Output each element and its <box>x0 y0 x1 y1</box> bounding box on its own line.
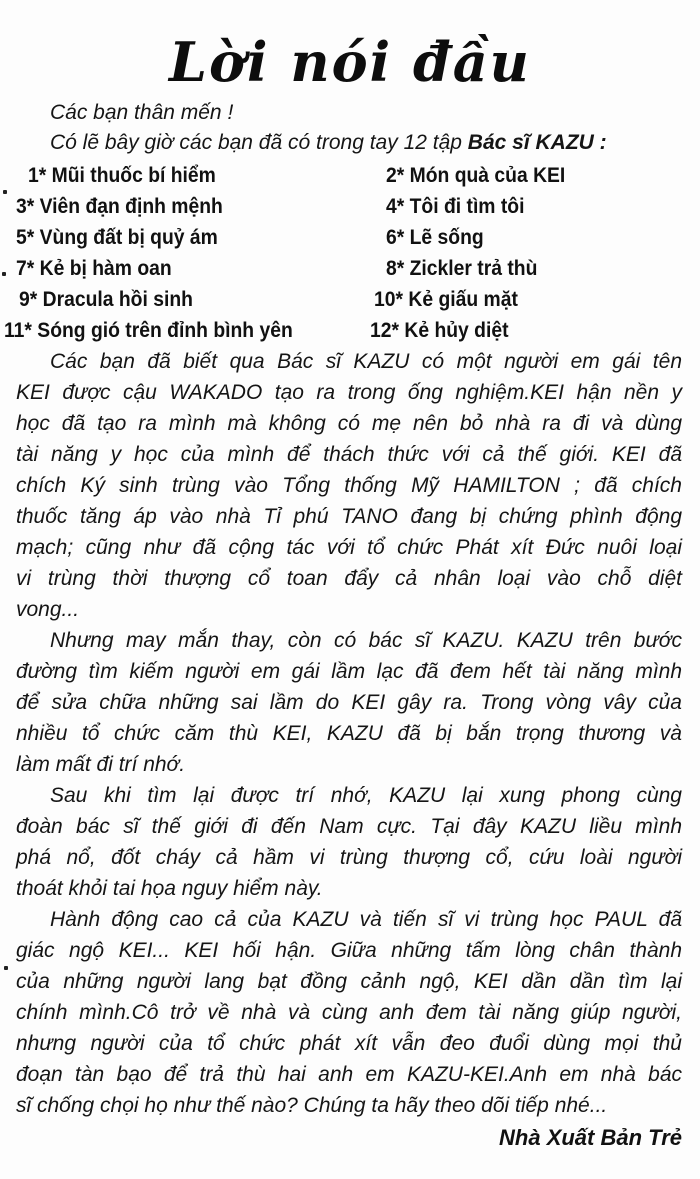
volume-item: 9* Dracula hồi sinh <box>19 288 193 311</box>
text-line: giác ngộ KEI... KEI hối hận. Giữa những tấm lòng chân thành <box>16 939 682 962</box>
scan-speck <box>3 190 7 194</box>
volume-item: 12* Kẻ hủy diệt <box>370 319 509 342</box>
text-line: của những người lang bạt đồng cảnh ngộ, KEI dần dần tìm lại <box>16 970 682 993</box>
text-line: KEI được cậu WAKADO tạo ra trong ống nghiệm.KEI hận nền y <box>16 381 682 404</box>
volume-item: 8* Zickler trả thù <box>386 257 538 280</box>
text-line: chính mình.Cô trở về nhà và cùng anh đem tài năng giúp người, <box>16 1001 682 1024</box>
greeting: Các bạn thân mến ! <box>50 101 234 124</box>
text-line: vong... <box>16 598 80 621</box>
text-line: để sửa chữa những sai lầm do KEI gây ra. Trong vòng vây của <box>16 691 682 714</box>
paragraph-3 <box>16 780 682 904</box>
text-line: mạch; cũng như đã cộng tác với tổ chức Phát xít Đức nuôi loại <box>16 536 682 559</box>
text-line: vi trùng thời thượng cổ toan đẩy cả nhân loại vào chỗ diệt <box>16 567 682 590</box>
intro-text: Có lẽ bây giờ các bạn đã có trong tay 12 tập <box>50 131 468 154</box>
scan-speck <box>2 272 6 276</box>
page-title: Lời nói đầu <box>169 30 531 94</box>
volume-item: 10* Kẻ giấu mặt <box>374 288 518 311</box>
text-line: thuốc tăng áp vào nhà Tỉ phú TANO đang bị chứng phình động <box>16 505 682 528</box>
text-line: Nhưng may mắn thay, còn có bác sĩ KAZU. KAZU trên bước <box>50 629 682 652</box>
text-line: làm mất đi trí nhớ. <box>16 753 186 776</box>
volume-item: 2* Món quà của KEI <box>386 164 566 187</box>
paragraph-2 <box>16 625 682 780</box>
text-line: đường tìm kiếm người em gái lầm lạc đã đem hết tài năng mình <box>16 660 682 683</box>
text-line: Các bạn đã biết qua Bác sĩ KAZU có một người em gái tên <box>50 350 682 373</box>
volume-item: 5* Vùng đất bị quỷ ám <box>16 226 218 249</box>
volume-item: 7* Kẻ bị hàm oan <box>16 257 172 280</box>
publisher-signature: Nhà Xuất Bản Trẻ <box>499 1125 682 1150</box>
intro-line <box>50 128 607 158</box>
text-line: nhưng người của tổ chức phát xít vẫn đeo đuổi dùng mọi thủ <box>16 1032 682 1055</box>
paragraph-4 <box>16 904 682 1121</box>
volume-item: 3* Viên đạn định mệnh <box>16 195 223 218</box>
paragraph-1 <box>16 346 682 625</box>
volume-item: 6* Lẽ sống <box>386 226 484 249</box>
text-line: học đã tạo ra mình mà không có mẹ nên bỏ nhà ra đi và dùng <box>16 412 682 435</box>
volume-item: 4* Tôi đi tìm tôi <box>386 195 525 218</box>
text-line: nhiều tổ chức căm thù KEI, KAZU đã bị bắn trọng thương và <box>16 722 682 745</box>
text-line: Sau khi tìm lại được trí nhớ, KAZU lại xung phong cùng <box>50 784 682 807</box>
volume-item: 1* Mũi thuốc bí hiểm <box>28 164 216 187</box>
text-line: đoạn tàn bạo để trả thù hai anh em KAZU-KEI.Anh em nhà bác <box>16 1063 682 1086</box>
text-line: tài năng y học của mình để thách thức với cả thế giới. KEI đã <box>16 443 682 466</box>
text-line: thoát khỏi tai họa nguy hiểm này. <box>16 877 323 900</box>
text-line: đoàn bác sĩ thế giới đi đến Nam cực. Tại đây KAZU liều mình <box>16 815 682 838</box>
scan-speck <box>4 966 8 970</box>
text-line: Hành động cao cả của KAZU và tiến sĩ vi trùng học PAUL đã <box>50 908 682 931</box>
text-line: chích Ký sinh trùng vào Tổng thống Mỹ HAMILTON ; đã chích <box>16 474 682 497</box>
volume-item: 11* Sóng gió trên đỉnh bình yên <box>4 319 293 342</box>
series-name: Bác sĩ KAZU : <box>467 131 607 154</box>
text-line: phá nổ, đốt cháy cả hầm vi trùng thượng cổ, cứu loài người <box>16 846 682 869</box>
text-line: sĩ chống chọi họ như thế nào? Chúng ta hãy theo dõi tiếp nhé... <box>16 1094 608 1117</box>
